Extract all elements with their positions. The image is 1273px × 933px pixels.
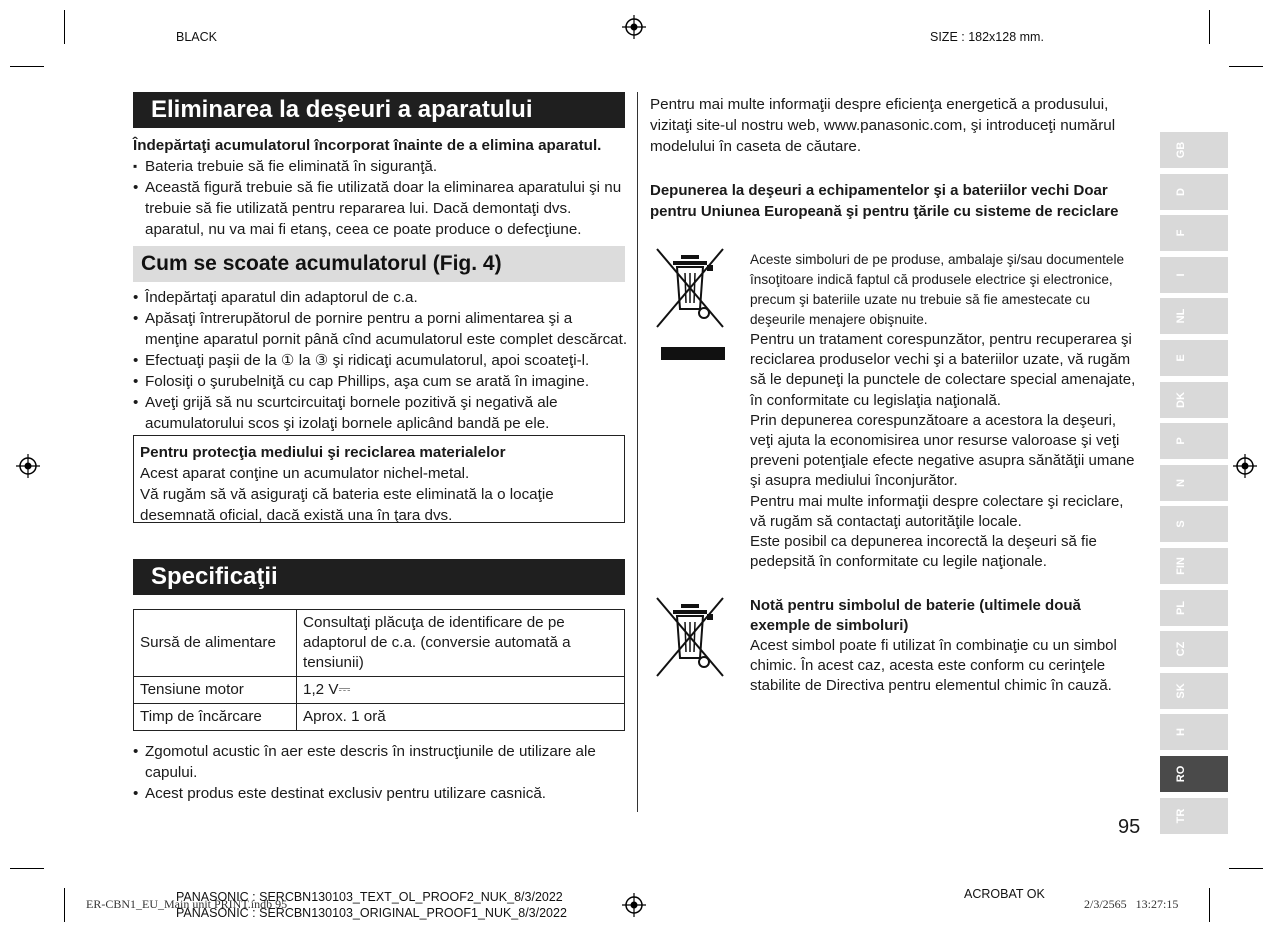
tab-label: F — [1175, 229, 1187, 237]
tab-i[interactable] — [1160, 257, 1228, 293]
list-item: • Această figură trebuie să fie utilizată doar la eliminarea aparatului şi nu trebuie să fie utilizată pentru repararea lui. Dacă demontaţi dvs. aparatul, nu va mai fi etanş, ceea ce poate produce o defecţiune. — [133, 177, 629, 240]
tab-label: NL — [1175, 309, 1187, 324]
crop-mark — [64, 10, 65, 44]
column-divider — [637, 92, 638, 812]
disposal-section — [133, 135, 629, 240]
tab-label: H — [1175, 728, 1187, 737]
tab-p[interactable] — [1160, 423, 1228, 459]
spec-value: Aprox. 1 oră — [297, 704, 625, 731]
crop-mark — [10, 868, 44, 869]
environment-box-line: Vă rugăm să vă asiguraţi că bateria este eliminată la o locaţie desemnată oficial, dacă există una în ţara dvs. — [140, 486, 554, 524]
environment-box-line: Acest aparat conţine un acumulator nichel-metal. — [140, 465, 470, 482]
footer-acrobat-label: ACROBAT OK — [964, 887, 1045, 901]
specifications-heading: Specificaţii — [133, 559, 625, 595]
tab-dk[interactable] — [1160, 382, 1228, 418]
crop-mark — [1209, 10, 1210, 44]
tab-label: CZ — [1175, 641, 1187, 657]
spec-label: Tensiune motor — [134, 677, 297, 704]
footer-date: 2/3/2565 13:27:15 — [1084, 897, 1179, 911]
remove-battery-heading: Cum se scoate acumulatorul (Fig. 4) — [133, 246, 625, 282]
registration-mark-icon — [15, 453, 41, 479]
list-item: • Folosiţi o şurubelniţă cu cap Phillips, aşa cum se arată în imagine. — [133, 371, 629, 392]
list-item: • Îndepărtaţi aparatul din adaptorul de c.a. — [133, 287, 629, 308]
registration-mark-icon — [1232, 453, 1258, 479]
tab-nl[interactable] — [1160, 298, 1228, 334]
tab-sk[interactable] — [1160, 673, 1228, 709]
environment-box — [133, 435, 625, 523]
crossed-bin-icon — [655, 596, 725, 680]
tab-cz[interactable] — [1160, 631, 1228, 667]
tab-ro[interactable] — [1160, 756, 1228, 792]
spec-value: Consultaţi plăcuţa de identificare de pe adaptorul de c.a. (conversie automată a tensiunii) — [297, 610, 625, 677]
tab-pl[interactable] — [1160, 590, 1228, 626]
list-item: • Efectuaţi paşii de la ① la ③ şi ridicaţi acumulatorul, apoi scoateţi-l. — [133, 350, 629, 371]
waste-heading: Depunerea la deşeuri a echipamentelor şi a bateriilor vechi Doar pentru Uniunea Europeană şi pentru ţările cu sisteme de reciclare — [650, 182, 1119, 220]
crop-mark — [10, 66, 44, 67]
tab-label: S — [1175, 520, 1187, 529]
battery-symbol-text: Acest simbol poate fi utilizat în combinaţie cu un simbol chimic. În acest caz, acesta este conform cu cerinţele stabilite de Directiva pentru elementul chimic în cauză. — [750, 637, 1117, 695]
crossed-bin-icon — [655, 247, 725, 331]
tab-label: FIN — [1175, 557, 1187, 575]
registration-mark-icon — [621, 14, 647, 40]
tab-label: PL — [1175, 600, 1187, 615]
energy-info-text: Pentru mai multe informaţii despre eficienţa energetică a produsului, vizitaţi site-ul nostru web, www.panasonic.com, şi introduceţi numărul modelului în caseta de căutare. — [650, 96, 1116, 155]
list-item: • Acest produs este destinat exclusiv pentru utilizare casnică. — [133, 783, 629, 804]
spec-value: 1,2 V⎓ — [297, 677, 625, 704]
tab-label: I — [1175, 273, 1187, 277]
battery-symbol-heading: Notă pentru simbolul de baterie (ultimele două exemple de simboluri) — [750, 597, 1081, 634]
tab-h[interactable] — [1160, 714, 1228, 750]
crop-mark — [1209, 888, 1210, 922]
list-item: ▪ Bateria trebuie să fie eliminată în siguranţă. — [133, 156, 629, 177]
page-number: 95 — [1118, 816, 1141, 838]
tab-label: RO — [1175, 765, 1187, 783]
tab-label: E — [1175, 354, 1187, 362]
crop-mark — [1229, 868, 1263, 869]
environment-box-title: Pentru protecţia mediului şi reciclarea materialelor — [140, 444, 506, 461]
spec-label: Timp de încărcare — [134, 704, 297, 731]
tab-label: DK — [1175, 391, 1187, 408]
disposal-bold-note: Îndepărtaţi acumulatorul încorporat înainte de a elimina aparatul. — [133, 137, 602, 154]
footer-file-label: ER-CBN1_EU_Main unit PRINT.indb 95 — [86, 897, 288, 911]
print-color-label: BLACK — [176, 30, 217, 44]
footer-proof-line-2: PANASONIC : SERCBN130103_ORIGINAL_PROOF1_NUK_8/3/2022 — [176, 906, 567, 920]
crop-mark — [1229, 66, 1263, 67]
specifications-notes — [133, 741, 629, 804]
specifications-table — [133, 609, 625, 731]
list-item: • Apăsaţi întrerupătorul de pornire pentru a porni alimentarea şi a menţine aparatul pornit până cînd acumulatorul este complet descărcat. — [133, 308, 629, 350]
bin-underline-bar — [661, 347, 725, 360]
table-row — [134, 704, 625, 731]
tab-label: GB — [1175, 141, 1187, 159]
remove-battery-section — [133, 287, 629, 434]
tab-label: D — [1175, 187, 1187, 196]
tab-f[interactable] — [1160, 215, 1228, 251]
footer-proof-line-1: PANASONIC : SERCBN130103_TEXT_OL_PROOF2_NUK_8/3/2022 — [176, 890, 563, 904]
tab-s[interactable] — [1160, 506, 1228, 542]
disposal-heading: Eliminarea la deşeuri a aparatului — [133, 92, 625, 128]
list-item: • Aveţi grijă să nu scurtcircuitaţi bornele pozitivă şi negativă ale acumulatorului scos şi izolaţi bornele aplicând bandă pe ele. — [133, 392, 629, 434]
list-item: • Zgomotul acustic în aer este descris în instrucţiunile de utilizare ale capului. — [133, 741, 629, 783]
waste-symbols-note: Aceste simboluri de pe produse, ambalaje şi/sau documentele însoţitoare indică faptul că produsele electrice şi electronice, precum şi bateriile uzate nu trebuie să fie amestecate cu deşeurile menajere obişnuite. — [750, 252, 1125, 327]
table-row — [134, 610, 625, 677]
spec-label: Sursă de alimentare — [134, 610, 297, 677]
tab-e[interactable] — [1160, 340, 1228, 376]
tab-label: P — [1175, 437, 1187, 445]
tab-label: SK — [1175, 683, 1187, 699]
tab-label: TR — [1175, 808, 1187, 823]
crop-mark — [64, 888, 65, 922]
waste-body-text: Pentru un tratament corespunzător, pentru recuperarea şi reciclarea produselor vechi şi a bateriilor uzate, vă rugăm să le depuneţi la punctele de colectare special amenajate, în conformitate cu legislaţia naţională. Prin depunerea corespunzătoare a acestora la deşeuri, veţi ajuta la economisirea unor resurse valoroase şi veţi preveni potenţiale efecte negative asupra sănătăţii umane şi asupra mediului înconjurător. Pentru mai multe informaţii despre colectare şi reciclare, vă rugăm să contactaţi autorităţile locale. Este posibil ca depunerea incorectă la deşeuri să fie pedepsită în conformitate cu legile naţionale. — [750, 331, 1136, 571]
tab-label: N — [1175, 478, 1187, 487]
table-row — [134, 677, 625, 704]
tab-gb[interactable] — [1160, 132, 1228, 168]
tab-n[interactable] — [1160, 465, 1228, 501]
tab-fin[interactable] — [1160, 548, 1228, 584]
tab-tr[interactable] — [1160, 798, 1228, 834]
print-size-label: SIZE : 182x128 mm. — [930, 30, 1044, 44]
tab-d[interactable] — [1160, 174, 1228, 210]
registration-mark-icon — [621, 892, 647, 918]
